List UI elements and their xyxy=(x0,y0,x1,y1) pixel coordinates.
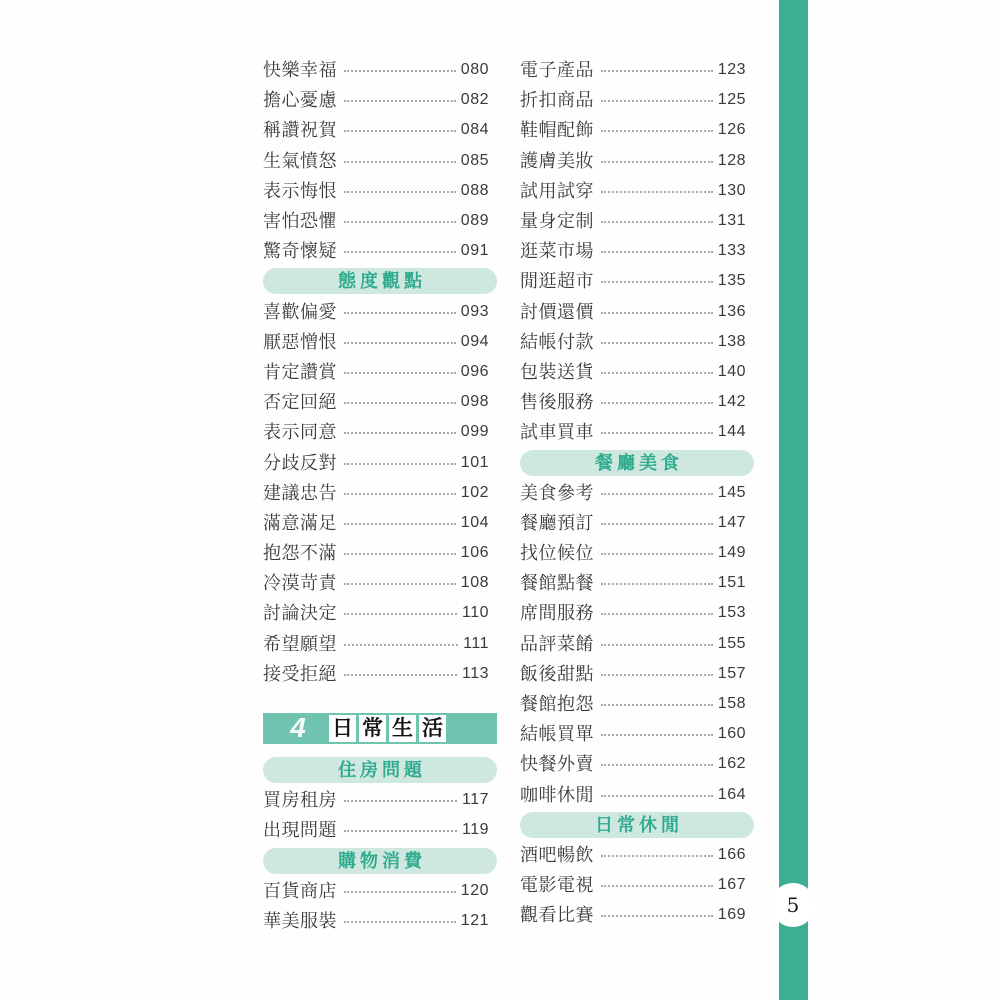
dot-leader xyxy=(344,674,457,676)
entry-title: 希望願望 xyxy=(263,633,337,654)
dot-leader xyxy=(344,493,456,495)
dot-leader xyxy=(344,553,456,555)
chapter-char-box: 日 xyxy=(329,715,356,742)
entry-page-number: 101 xyxy=(460,453,489,471)
toc-entry xyxy=(520,85,754,115)
toc-entry xyxy=(263,906,497,936)
dot-leader xyxy=(601,613,713,615)
toc-entry xyxy=(263,538,497,568)
entry-page-number: 131 xyxy=(717,212,746,230)
entry-title: 華美服裝 xyxy=(263,910,337,931)
entry-title: 酒吧暢飲 xyxy=(520,844,594,865)
toc-entry-row xyxy=(263,821,497,839)
entry-title: 冷漠苛責 xyxy=(263,573,337,594)
toc-entry xyxy=(520,629,754,659)
entry-title: 結帳買單 xyxy=(520,724,594,745)
entry-title: 快樂幸福 xyxy=(263,60,337,81)
toc-entry xyxy=(263,327,497,357)
toc-entry-row xyxy=(263,665,497,683)
entry-page-number: 098 xyxy=(460,393,489,411)
toc-entry xyxy=(520,236,754,266)
dot-leader xyxy=(344,891,456,893)
entry-title: 品評菜餚 xyxy=(520,633,594,654)
entry-title: 席間服務 xyxy=(520,603,594,624)
dot-leader xyxy=(344,312,456,314)
toc-entry xyxy=(520,840,754,870)
toc-entry xyxy=(520,659,754,689)
entry-page-number: 166 xyxy=(717,845,746,863)
entry-title: 餐館點餐 xyxy=(520,573,594,594)
toc-entry-row xyxy=(263,333,497,351)
dot-leader xyxy=(601,583,713,585)
entry-page-number: 130 xyxy=(717,181,746,199)
chapter-title-boxes xyxy=(329,715,446,742)
toc-entry-row xyxy=(520,514,754,532)
dot-leader xyxy=(344,432,456,434)
toc-entry-row xyxy=(263,454,497,472)
entry-page-number: 140 xyxy=(717,362,746,380)
toc-entry-row xyxy=(520,725,754,743)
entry-title: 表示同意 xyxy=(263,422,337,443)
toc-entry xyxy=(520,266,754,296)
page-number: 5 xyxy=(786,893,800,917)
entry-title: 餐館抱怨 xyxy=(520,694,594,715)
entry-title: 驚奇懷疑 xyxy=(263,241,337,262)
entry-page-number: 119 xyxy=(461,821,489,839)
entry-title: 百貨商店 xyxy=(263,880,337,901)
entry-page-number: 111 xyxy=(463,634,489,652)
entry-page-number: 125 xyxy=(717,91,746,109)
entry-title: 肯定讚賞 xyxy=(263,361,337,382)
entry-page-number: 102 xyxy=(460,483,489,501)
entry-title: 咖啡休閒 xyxy=(520,784,594,805)
entry-title: 滿意滿足 xyxy=(263,512,337,533)
entry-page-number: 133 xyxy=(717,242,746,260)
toc-entry-row xyxy=(263,91,497,109)
chapter-char-box: 活 xyxy=(419,715,446,742)
dot-leader xyxy=(601,100,713,102)
toc-entry-row xyxy=(263,882,497,900)
dot-leader xyxy=(601,130,713,132)
toc-entry-row xyxy=(520,846,754,864)
entry-title: 出現問題 xyxy=(263,820,337,841)
entry-title: 快餐外賣 xyxy=(520,754,594,775)
dot-leader xyxy=(344,221,456,223)
toc-entry-row xyxy=(520,61,754,79)
entry-title: 售後服務 xyxy=(520,392,594,413)
entry-page-number: 169 xyxy=(717,906,746,924)
toc-entry xyxy=(520,327,754,357)
toc-entry-row xyxy=(263,574,497,592)
toc-entry-row xyxy=(520,152,754,170)
dot-leader xyxy=(601,523,713,525)
dot-leader xyxy=(601,855,713,857)
dot-leader xyxy=(344,463,456,465)
entry-page-number: 120 xyxy=(460,881,489,899)
dot-leader xyxy=(601,885,713,887)
entry-title: 護膚美妝 xyxy=(520,150,594,171)
toc-entry-row xyxy=(263,61,497,79)
toc-entry-row xyxy=(263,912,497,930)
toc-entry-row xyxy=(263,303,497,321)
dot-leader xyxy=(601,251,713,253)
toc-entry xyxy=(263,629,497,659)
dot-leader xyxy=(344,342,456,344)
toc-entry xyxy=(520,719,754,749)
entry-page-number: 128 xyxy=(717,151,746,169)
dot-leader xyxy=(344,191,456,193)
entry-page-number: 160 xyxy=(717,725,746,743)
toc-entry-row xyxy=(520,363,754,381)
toc-entry xyxy=(520,357,754,387)
entry-page-number: 158 xyxy=(717,695,746,713)
dot-leader xyxy=(601,191,713,193)
toc-entry xyxy=(520,387,754,417)
entry-title: 厭惡憎恨 xyxy=(263,331,337,352)
toc-entry-row xyxy=(263,152,497,170)
entry-page-number: 145 xyxy=(717,483,746,501)
entry-page-number: 136 xyxy=(717,302,746,320)
toc-entry xyxy=(520,417,754,447)
entry-title: 建議忠告 xyxy=(263,482,337,503)
entry-page-number: 080 xyxy=(460,61,489,79)
toc-entry-row xyxy=(263,121,497,139)
entry-title: 閒逛超市 xyxy=(520,271,594,292)
entry-page-number: 082 xyxy=(460,91,489,109)
entry-page-number: 167 xyxy=(717,876,746,894)
toc-entry-row xyxy=(520,906,754,924)
entry-title: 逛菜市場 xyxy=(520,241,594,262)
section-slot xyxy=(520,447,754,477)
entry-title: 美食參考 xyxy=(520,482,594,503)
toc-entry xyxy=(263,568,497,598)
toc-entry-row xyxy=(520,574,754,592)
toc-entry-row xyxy=(263,791,497,809)
dot-leader xyxy=(601,764,713,766)
entry-page-number: 123 xyxy=(717,61,746,79)
section-pill: 餐廳美食 xyxy=(520,450,754,476)
toc-entry-row xyxy=(520,604,754,622)
entry-title: 否定回絕 xyxy=(263,392,337,413)
entry-page-number: 121 xyxy=(460,911,489,929)
section-pill: 日常休閒 xyxy=(520,812,754,838)
toc-column-left xyxy=(263,55,497,936)
entry-title: 試用試穿 xyxy=(520,180,594,201)
toc-entry-row xyxy=(520,876,754,894)
entry-title: 買房租房 xyxy=(263,790,337,811)
toc-entry-row xyxy=(263,393,497,411)
entry-page-number: 113 xyxy=(461,664,489,682)
entry-title: 表示悔恨 xyxy=(263,180,337,201)
dot-leader xyxy=(344,583,456,585)
toc-entry xyxy=(263,146,497,176)
dot-leader xyxy=(601,674,713,676)
toc-column-right xyxy=(520,55,754,930)
toc-entry xyxy=(520,870,754,900)
dot-leader xyxy=(344,130,456,132)
entry-page-number: 091 xyxy=(460,242,489,260)
section-pill: 購物消費 xyxy=(263,848,497,874)
dot-leader xyxy=(344,161,456,163)
toc-entry-row xyxy=(520,272,754,290)
toc-entry-row xyxy=(520,91,754,109)
toc-entry-row xyxy=(520,635,754,653)
toc-entry xyxy=(263,357,497,387)
entry-title: 擔心憂慮 xyxy=(263,90,337,111)
toc-entry-row xyxy=(263,423,497,441)
entry-page-number: 138 xyxy=(717,332,746,350)
entry-page-number: 110 xyxy=(461,604,489,622)
entry-title: 電影電視 xyxy=(520,875,594,896)
entry-title: 分歧反對 xyxy=(263,452,337,473)
entry-page-number: 099 xyxy=(460,423,489,441)
entry-page-number: 084 xyxy=(460,121,489,139)
dot-leader xyxy=(601,493,713,495)
entry-page-number: 094 xyxy=(460,332,489,350)
entry-page-number: 088 xyxy=(460,181,489,199)
toc-entry-row xyxy=(263,604,497,622)
dot-leader xyxy=(344,251,456,253)
toc-entry xyxy=(520,297,754,327)
toc-entry-row xyxy=(520,303,754,321)
dot-leader xyxy=(601,312,713,314)
toc-entry-row xyxy=(263,182,497,200)
toc-entry xyxy=(263,598,497,628)
entry-title: 觀看比賽 xyxy=(520,905,594,926)
dot-leader xyxy=(601,432,713,434)
toc-entry-row xyxy=(263,514,497,532)
page-edge-bar xyxy=(779,0,808,1000)
dot-leader xyxy=(601,734,713,736)
dot-leader xyxy=(601,915,713,917)
toc-entry xyxy=(520,206,754,236)
entry-page-number: 149 xyxy=(717,544,746,562)
toc-entry-row xyxy=(520,393,754,411)
section-slot xyxy=(520,810,754,840)
toc-entry xyxy=(520,900,754,930)
toc-entry-row xyxy=(263,484,497,502)
toc-entry xyxy=(520,115,754,145)
entry-page-number: 089 xyxy=(460,212,489,230)
toc-entry xyxy=(263,387,497,417)
dot-leader xyxy=(601,644,713,646)
entry-title: 餐廳預訂 xyxy=(520,512,594,533)
entry-page-number: 117 xyxy=(461,791,489,809)
entry-title: 電子產品 xyxy=(520,60,594,81)
section-slot xyxy=(263,755,497,785)
toc-entry-row xyxy=(520,242,754,260)
toc-entry xyxy=(263,447,497,477)
entry-page-number: 142 xyxy=(717,393,746,411)
entry-title: 找位候位 xyxy=(520,543,594,564)
entry-title: 折扣商品 xyxy=(520,90,594,111)
entry-title: 包裝送貨 xyxy=(520,361,594,382)
dot-leader xyxy=(344,921,456,923)
entry-page-number: 155 xyxy=(717,634,746,652)
entry-title: 稱讚祝賀 xyxy=(263,120,337,141)
entry-page-number: 126 xyxy=(717,121,746,139)
section-pill: 住房問題 xyxy=(263,757,497,783)
toc-entry xyxy=(520,689,754,719)
dot-leader xyxy=(601,372,713,374)
dot-leader xyxy=(344,800,457,802)
dot-leader xyxy=(601,704,713,706)
toc-entry xyxy=(263,417,497,447)
dot-leader xyxy=(344,100,456,102)
dot-leader xyxy=(601,161,713,163)
toc-entry-row xyxy=(263,544,497,562)
entry-page-number: 144 xyxy=(717,423,746,441)
toc-entry xyxy=(263,55,497,85)
toc-entry-row xyxy=(520,755,754,773)
entry-page-number: 162 xyxy=(717,755,746,773)
toc-entry-row xyxy=(520,695,754,713)
toc-entry-row xyxy=(520,121,754,139)
dot-leader xyxy=(601,70,713,72)
entry-page-number: 106 xyxy=(460,544,489,562)
entry-page-number: 153 xyxy=(717,604,746,622)
entry-page-number: 108 xyxy=(460,574,489,592)
toc-entry xyxy=(520,568,754,598)
chapter-number: 4 xyxy=(290,712,306,744)
toc-entry-row xyxy=(520,665,754,683)
entry-title: 接受拒絕 xyxy=(263,663,337,684)
toc-entry xyxy=(263,85,497,115)
toc-entry xyxy=(520,538,754,568)
toc-entry xyxy=(263,508,497,538)
entry-title: 討論決定 xyxy=(263,603,337,624)
toc-entry xyxy=(520,146,754,176)
toc-entry xyxy=(520,749,754,779)
toc-entry xyxy=(520,780,754,810)
toc-entry-row xyxy=(263,363,497,381)
chapter-header xyxy=(263,713,497,744)
dot-leader xyxy=(344,372,456,374)
toc-entry xyxy=(520,55,754,85)
toc-entry-row xyxy=(520,212,754,230)
toc-entry xyxy=(263,176,497,206)
entry-page-number: 085 xyxy=(460,151,489,169)
dot-leader xyxy=(344,523,456,525)
entry-title: 量身定制 xyxy=(520,211,594,232)
toc-entry-row xyxy=(520,423,754,441)
entry-page-number: 147 xyxy=(717,513,746,531)
toc-entry xyxy=(263,206,497,236)
chapter-char-box: 常 xyxy=(359,715,386,742)
entry-page-number: 157 xyxy=(717,664,746,682)
toc-entry-row xyxy=(263,635,497,653)
entry-title: 試車買車 xyxy=(520,422,594,443)
section-slot xyxy=(263,266,497,296)
dot-leader xyxy=(344,402,456,404)
entry-page-number: 164 xyxy=(717,785,746,803)
section-pill: 態度觀點 xyxy=(263,268,497,294)
toc-entry xyxy=(263,876,497,906)
entry-title: 抱怨不滿 xyxy=(263,543,337,564)
toc-entry-row xyxy=(520,786,754,804)
dot-leader xyxy=(601,402,713,404)
entry-title: 飯後甜點 xyxy=(520,663,594,684)
toc-entry xyxy=(263,297,497,327)
entry-page-number: 093 xyxy=(460,302,489,320)
entry-title: 害怕恐懼 xyxy=(263,211,337,232)
entry-title: 鞋帽配飾 xyxy=(520,120,594,141)
dot-leader xyxy=(601,281,713,283)
toc-entry xyxy=(263,115,497,145)
toc-entry xyxy=(520,508,754,538)
dot-leader xyxy=(344,613,457,615)
toc-entry xyxy=(263,659,497,689)
entry-title: 結帳付款 xyxy=(520,331,594,352)
dot-leader xyxy=(344,70,456,72)
toc-entry-row xyxy=(520,333,754,351)
toc-entry xyxy=(520,478,754,508)
toc-entry xyxy=(263,478,497,508)
toc-entry xyxy=(520,598,754,628)
entry-page-number: 135 xyxy=(717,272,746,290)
section-slot xyxy=(263,846,497,876)
toc-entry-row xyxy=(520,544,754,562)
dot-leader xyxy=(601,795,713,797)
chapter-char-box: 生 xyxy=(389,715,416,742)
toc-entry xyxy=(520,176,754,206)
entry-title: 喜歡偏愛 xyxy=(263,301,337,322)
entry-page-number: 151 xyxy=(717,574,746,592)
toc-entry xyxy=(263,236,497,266)
entry-title: 生氣憤怒 xyxy=(263,150,337,171)
dot-leader xyxy=(601,342,713,344)
toc-entry-row xyxy=(520,182,754,200)
page-number-circle xyxy=(771,883,815,927)
dot-leader xyxy=(601,221,713,223)
dot-leader xyxy=(344,830,457,832)
dot-leader xyxy=(601,553,713,555)
toc-entry-row xyxy=(263,212,497,230)
entry-title: 討價還價 xyxy=(520,301,594,322)
dot-leader xyxy=(344,644,458,646)
toc-entry-row xyxy=(263,242,497,260)
entry-page-number: 104 xyxy=(460,513,489,531)
toc-entry-row xyxy=(520,484,754,502)
entry-page-number: 096 xyxy=(460,362,489,380)
toc-entry xyxy=(263,785,497,815)
toc-entry xyxy=(263,815,497,845)
